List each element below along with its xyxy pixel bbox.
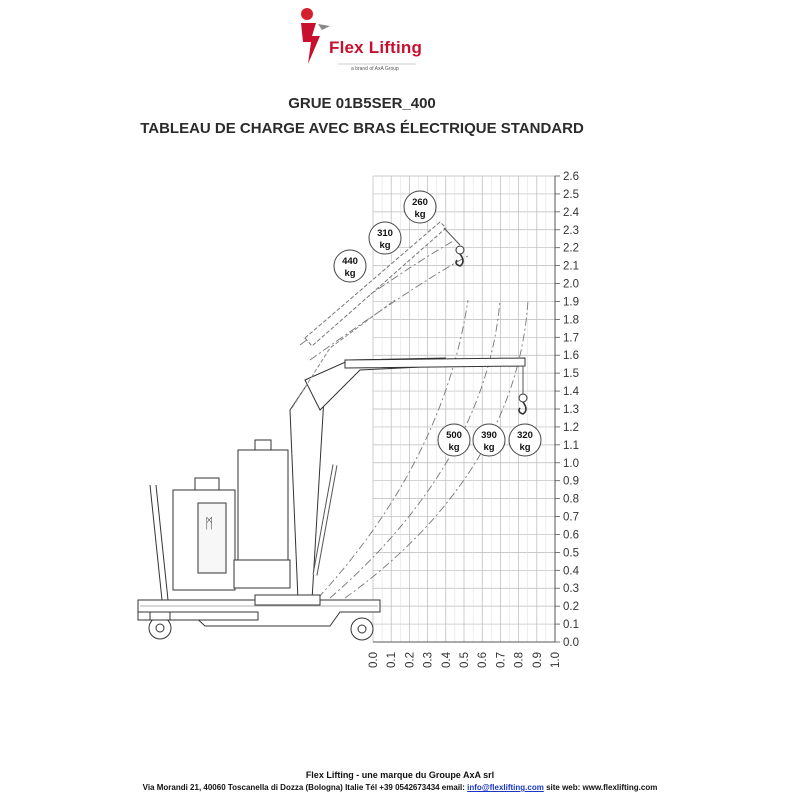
- push-handle: [150, 485, 168, 600]
- load-label-500: [438, 424, 470, 456]
- x-tick-label: 0.2: [404, 652, 417, 668]
- y-tick-label: 0.5: [563, 547, 579, 560]
- y-tick-label: 0.0: [563, 637, 579, 649]
- load-unit: kg: [414, 209, 426, 220]
- y-tick-label: 0.4: [563, 565, 579, 578]
- brand-tagline: a brand of AxA Group: [351, 66, 399, 72]
- load-value: 390: [481, 430, 497, 441]
- crane-mast: [290, 380, 325, 600]
- load-value: 310: [377, 228, 393, 239]
- x-tick-label: 1.0: [550, 652, 562, 668]
- y-tick-label: 0.8: [563, 493, 579, 506]
- x-tick-label: 0.3: [422, 652, 435, 668]
- crane-drawing: [138, 222, 527, 640]
- y-tick-label: 1.3: [563, 404, 579, 416]
- page-subtitle: TABLEAU DE CHARGE AVEC BRAS ÉLECTRIQUE STANDARD: [140, 120, 584, 137]
- x-tick-label: 0.1: [386, 652, 399, 668]
- load-unit: kg: [379, 240, 391, 251]
- load-unit: kg: [448, 442, 460, 453]
- y-tick-label: 1.6: [563, 350, 579, 363]
- load-label-260: [404, 191, 436, 223]
- y-tick-label: 1.8: [563, 314, 579, 327]
- load-unit: kg: [519, 442, 531, 453]
- page-title: GRUE 01B5SER_400: [288, 95, 436, 112]
- y-tick-label: 1.2: [563, 421, 579, 434]
- y-tick-label: 1.0: [563, 457, 579, 470]
- svg-text:ᛗ: ᛗ: [205, 515, 214, 531]
- load-value: 320: [517, 430, 533, 441]
- y-tick-label: 0.9: [563, 475, 579, 488]
- x-tick-label: 0.4: [440, 652, 453, 668]
- y-tick-label: 2.5: [563, 188, 579, 201]
- x-tick-label: 0.0: [368, 652, 380, 668]
- boom-extension-low: [345, 358, 525, 368]
- x-tick-label: 0.9: [531, 652, 544, 668]
- x-tick-label: 0.8: [513, 652, 526, 668]
- footer-contact: [0, 783, 800, 792]
- footer-address: Via Morandi 21, 40060 Toscanella di Dozza (Bologna) Italie Tél +39 0542673434 email:: [142, 783, 468, 792]
- load-label-440: [334, 250, 366, 282]
- y-tick-label: 0.3: [563, 583, 579, 596]
- load-label-320: [509, 424, 541, 456]
- brand-name: Flex Lifting: [329, 38, 423, 57]
- load-label-390: [473, 424, 505, 456]
- load-label-310: [369, 222, 401, 254]
- y-tick-label: 1.4: [563, 386, 579, 399]
- load-unit: kg: [344, 268, 356, 279]
- footer-email-link[interactable]: info@flexlifting.com: [467, 783, 544, 792]
- pump-unit: [238, 450, 288, 560]
- y-tick-label: 2.2: [563, 242, 579, 255]
- y-tick-label: 0.6: [563, 529, 579, 542]
- y-tick-label: 0.1: [563, 619, 579, 632]
- y-tick-label: 0.2: [563, 601, 579, 614]
- y-tick-label: 2.1: [563, 260, 579, 273]
- x-tick-label: 0.6: [477, 652, 490, 668]
- load-value: 440: [342, 256, 358, 267]
- load-value: 260: [412, 197, 428, 208]
- footer-website: site web: www.flexlifting.com: [543, 783, 658, 792]
- y-tick-label: 1.9: [563, 296, 579, 309]
- load-unit: kg: [483, 442, 495, 453]
- y-tick-label: 2.0: [563, 278, 579, 291]
- curve-310: [330, 300, 500, 598]
- y-tick-label: 2.6: [563, 171, 579, 183]
- y-tick-label: 1.5: [563, 368, 579, 381]
- x-axis-ticks: [368, 651, 562, 668]
- x-tick-label: 0.5: [459, 652, 471, 668]
- chart-grid: [373, 176, 555, 642]
- footer-company: Flex Lifting - une marque du Groupe AxA srl: [305, 770, 495, 780]
- y-tick-label: 2.3: [563, 224, 579, 237]
- y-tick-label: 1.1: [563, 439, 579, 452]
- y-tick-label: 1.7: [563, 332, 579, 345]
- load-value: 500: [446, 430, 462, 441]
- y-axis-ticks: [555, 171, 580, 649]
- x-tick-label: 0.7: [495, 652, 508, 668]
- y-tick-label: 2.4: [563, 206, 579, 219]
- load-curves: [300, 240, 531, 598]
- y-tick-label: 0.7: [563, 511, 579, 524]
